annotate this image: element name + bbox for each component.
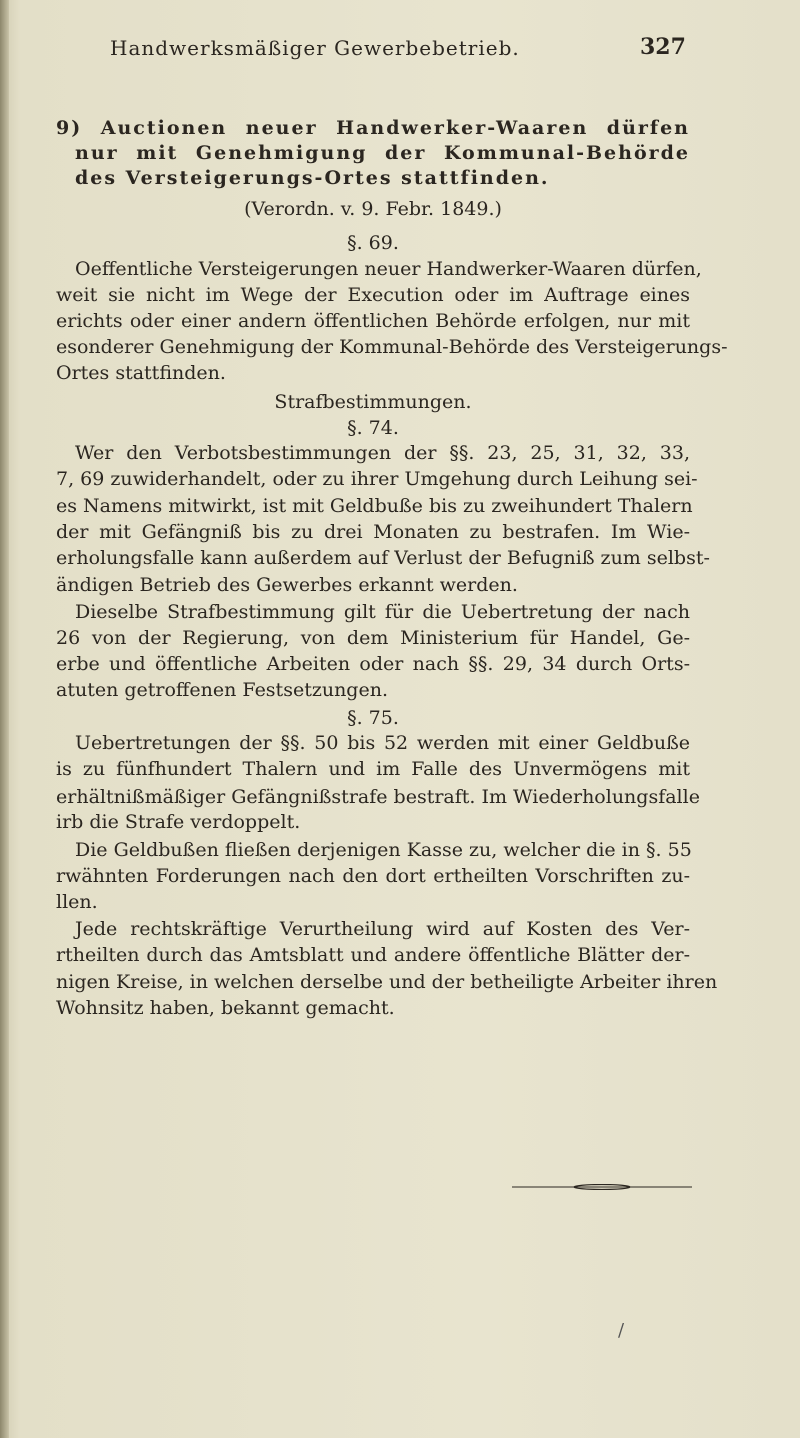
- text-line: Uebertretungen der §§. 50 bis 52 werden mit einer Geldbuße: [75, 732, 690, 754]
- text-line: esonderer Genehmigung der Kommunal-Behörde des Versteigerungs-: [56, 336, 728, 358]
- text-line: erhältnißmäßiger Gefängnißstrafe bestraft. Im Wiederholungsfalle: [56, 786, 700, 808]
- text-line: es Namens mitwirkt, ist mit Geldbuße bis zu zweihundert Thalern: [56, 495, 693, 517]
- page-number: 327: [640, 34, 686, 60]
- text-line: weit sie nicht im Wege der Execution oder im Auftrage eines: [56, 284, 690, 306]
- text-line: ändigen Betrieb des Gewerbes erkannt werden.: [56, 574, 518, 596]
- text-line: Dieselbe Strafbestimmung gilt für die Uebertretung der nach: [75, 601, 690, 623]
- text-line: rtheilten durch das Amtsblatt und andere öffentliche Blätter der-: [56, 944, 690, 966]
- text-line: Oeffentliche Versteigerungen neuer Handwerker-Waaren dürfen,: [75, 258, 702, 280]
- text-line: der mit Gefängniß bis zu drei Monaten zu bestrafen. Im Wie-: [56, 521, 690, 543]
- text-line: erichts oder einer andern öffentlichen Behörde erfolgen, nur mit: [56, 310, 690, 332]
- item9-line: 9) Auctionen neuer Handwerker-Waaren dürfen: [56, 117, 690, 139]
- text-line: Wer den Verbotsbestimmungen der §§. 23, 25, 31, 32, 33,: [75, 442, 690, 464]
- text-line: is zu fünfhundert Thalern und im Falle des Unvermögens mit: [56, 758, 690, 780]
- item9-line: nur mit Genehmigung der Kommunal-Behörde: [75, 142, 690, 164]
- text-line: nigen Kreise, in welchen derselbe und der betheiligte Arbeiter ihren: [56, 971, 718, 993]
- text-line: atuten getroffenen Festsetzungen.: [56, 679, 388, 701]
- text-line: erholungsfalle kann außerdem auf Verlust der Befugniß zum selbst-: [56, 547, 710, 569]
- ornament-divider: [512, 1184, 692, 1190]
- text-line: irb die Strafe verdoppelt.: [56, 811, 301, 833]
- section-heading: §. 74.: [347, 417, 399, 439]
- text-line: 26 von der Regierung, von dem Ministerium für Handel, Ge-: [56, 627, 690, 649]
- text-line: 7, 69 zuwiderhandelt, oder zu ihrer Umgehung durch Leihung sei-: [56, 468, 698, 490]
- text-line: Jede rechtskräftige Verurtheilung wird auf Kosten des Ver-: [75, 918, 690, 940]
- text-line: rwähnten Forderungen nach den dort ertheilten Vorschriften zu-: [56, 865, 690, 887]
- item9-line: des Versteigerungs-Ortes stattfinden.: [75, 167, 550, 189]
- section-heading: §. 69.: [347, 232, 399, 254]
- pencil-mark: /: [618, 1320, 625, 1341]
- page-edge: [0, 0, 9, 1438]
- item9-source: (Verordn. v. 9. Febr. 1849.): [244, 198, 502, 220]
- text-line: Ortes stattfinden.: [56, 362, 226, 384]
- text-line: erbe und öffentliche Arbeiten oder nach §§. 29, 34 durch Orts-: [56, 653, 690, 675]
- text-line: Die Geldbußen fließen derjenigen Kasse zu, welcher die in §. 55: [75, 839, 692, 861]
- text-line: llen.: [56, 891, 98, 913]
- text-line: Wohnsitz haben, bekannt gemacht.: [56, 997, 395, 1019]
- section-heading: §. 75.: [347, 707, 399, 729]
- running-header: Handwerksmäßiger Gewerbebetrieb.: [110, 36, 520, 60]
- subheading: Strafbestimmungen.: [274, 391, 472, 413]
